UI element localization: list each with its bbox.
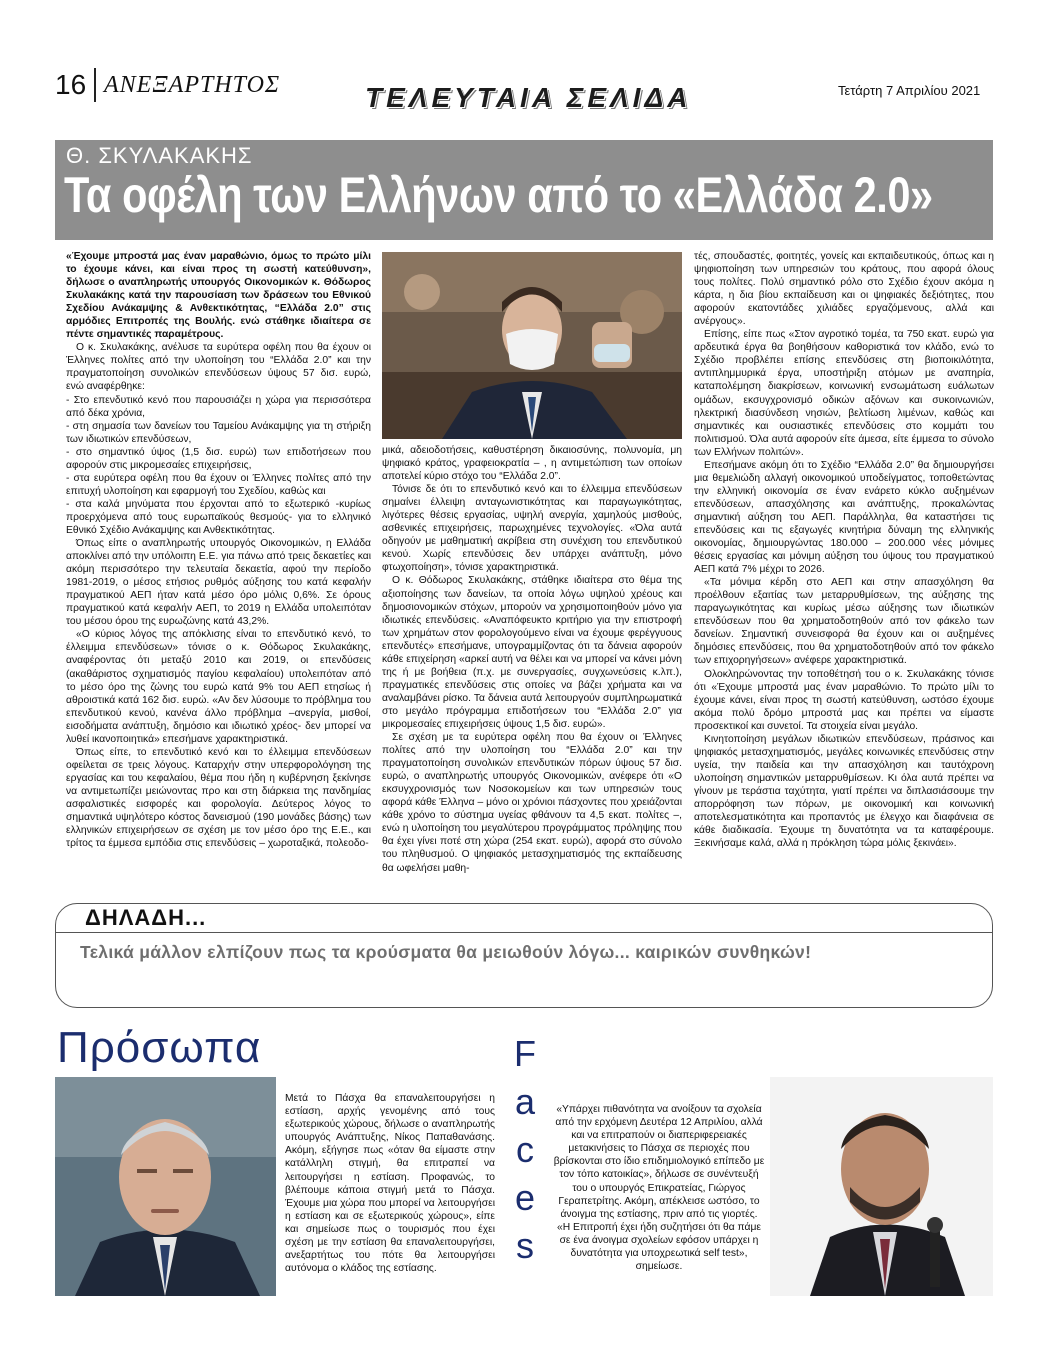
article-column-2 bbox=[382, 444, 682, 875]
bullet: - στα καλά μηνύματα που έρχονται από το εξωτερικό -κυρίως προερχόμενα από τους ευρωπαϊκούς θεσμούς- για το ελληνικό Εθνικό Σχέδιο Ανάκαμψης και Ανθεκτικότητας. bbox=[66, 498, 371, 536]
article-photo bbox=[382, 252, 682, 439]
article-lead bbox=[66, 250, 371, 341]
article-column-3 bbox=[694, 250, 994, 850]
paragraph: τές, σπουδαστές, φοιτητές, γονείς και εκπαιδευτικούς, όπως και η ψηφιοποίηση των υπηρεσιών του κράτους, που αφορά όλους τους πολίτες. Πολύ σημαντικό ρόλο στο Σχέδιο έχουν ακόμα η κάρτα, η δια βίου εκπαίδευση και οι ψηφιακές δεξιότητες, που αφορούν εκατοντάδες χιλιάδες εργαζόμενους, αλλά και ανέργους». bbox=[694, 251, 994, 328]
diladi-divider bbox=[56, 932, 992, 933]
portrait-text-left: Μετά το Πάσχα θα επαναλειτουργήσει η εστίαση, αρχής γενομένης από τους εξωτερικούς χώρους, δήλωσε ο αναπληρωτής υπουργός Ανάπτυξης, Νίκος Παπαθανάσης. Ακόμη, εξήγησε πως «όταν θα είμαστε στην κατάλληλη στιγμή, θα επιτραπεί να λειτουργήσει η εστίαση. Προφανώς, το βλέπουμε κάποια στιγμή μετά το Πάσχα. Έχουμε μια χώρα που μπορεί να λειτουργήσει η εστίαση και σε εξωτερικούς χώρους», είπε και σημείωσε πως ο τουρισμός που έχει σχέση με την εστίαση θα επαναλειτουργήσει, ανεξαρτήτως του πότε θα λειτουργήσει αυτόνομα ο κλάδος της εστίασης. bbox=[285, 1093, 495, 1275]
paragraph: μικά, αδειοδοτήσεις, καθυστέρηση δικαιοσύνης, πολυνομία, μη ψηφιακό κράτος, γραφειοκρατία – , η αντιμετώπιση των οποίων αποτελεί κύριο στόχο του “Ελλάδα 2.0”. bbox=[382, 445, 682, 483]
paragraph: Όπως είπε ο αναπληρωτής υπουργός Οικονομικών, η Ελλάδα αποκλίνει από την υπόλοιπη Ε.Ε. για πάνω από τρεις δεκαετίες και ακόμη περισσότερο την τελευταία δεκαετία, αφού την περίοδο 1981-2019, ο μέσος ετήσιος ρυθμός αύξησης του κατά κεφαλήν πραγματικού ΑΕΠ ήταν κατά μέσο όρο μόλις 0,6%. Σε όρους πραγματικού κατά κεφαλήν ΑΕΠ, το 2019 η Ελλάδα υπολειπόταν του μέσου όρου της ευρωζώνης κατά 43,2%. bbox=[66, 538, 371, 628]
faces-letter: F bbox=[514, 1033, 536, 1074]
section-title: ΤΕΛΕΥΤΑΙΑ ΣΕΛΙΔΑ bbox=[365, 82, 692, 113]
masthead-divider bbox=[94, 68, 96, 102]
paragraph: Ολοκληρώνοντας την τοποθέτησή του ο κ. Σκυλακάκης τόνισε ότι «Έχουμε μπροστά μας έναν μαραθώνιο. Το πρώτο μίλι το έχουμε κάνει, είναι προς τη σωστή κατεύθυνση, ωστόσο έχουμε ακόμα πολύ δρόμο μπροστά μας και πρέπει να είμαστε προσεκτικοί και συνετοί. Τα στοιχεία είναι μεγάλο. bbox=[694, 668, 994, 732]
bullet: - στο σημαντικό ύψος (1,5 δισ. ευρώ) των επιδοτήσεων που αφορούν στις μικρομεσαίες επιχειρήσεις, bbox=[66, 446, 371, 471]
issue-date: Τετάρτη 7 Απριλίου 2021 bbox=[838, 83, 981, 98]
faces-letter: e bbox=[514, 1177, 536, 1218]
paragraph: Όπως είπε, το επενδυτικό κενό και το έλλειμμα επενδύσεων οφείλεται σε τρεις λόγους. Καταρχήν στην υπερφορολόγηση της εργασίας και του κεφαλαίου, θέμα που ήδη η κυβέρνηση ξεκίνησε να αντιμετωπίζει μειώνοντας προ και στη διάρκεια της πανδημίας ασφαλιστικές εισφορές και φορολογία. Δεύτερος λόγος το σημαντικά υψηλότερο κόστος δανεισμού (190 μονάδες βάσης) των ελληνικών επιχειρήσεων σε σχέση με τον μέσο όρο της Ε.Ε., και τρίτος τα έμμεσα εμπόδια στις επενδύσεις – χωροταξικά, πολεοδο- bbox=[66, 746, 371, 850]
portrait-photo-right bbox=[770, 1077, 993, 1296]
faces-letter: a bbox=[514, 1081, 536, 1122]
paragraph: «Ο κύριος λόγος της απόκλισης είναι το επενδυτικό κενό, το έλλειμμα επενδύσεων» τόνισε ο κ. Θόδωρος Σκυλακάκης, αναφέροντας ότι μεταξύ 2010 και 2019, οι επενδύσεις (ακαθάριστος σχηματισμός παγίου κεφαλαίου) υπολειπόταν από το μέσο όρο της ζώνης του ευρώ κατά 9% του ΑΕΠ ετησίως ή αθροιστικά κατά 162 δισ. ευρώ. «Αν δεν λύσουμε το πρόβλημα του επενδυτικού κενού, κανένα άλλο πρόβλημα –ανεργία, μισθοί, εισοδήματα ανάπτυξη, δημόσιο και ιδιωτικό χρέος- δεν μπορεί να λυθεί ικανοποιητικά» επεσήμανε χαρακτηριστικά. bbox=[66, 629, 371, 745]
newspaper-name: ΑΝΕΞΑΡΤΗΤΟΣ bbox=[104, 72, 281, 98]
diladi-heading: ΔΗΛΑΔΗ... bbox=[85, 905, 207, 930]
diladi-text: Τελικά μάλλον ελπίζουν πως τα κρούσματα θα μειωθούν λόγω... καιρικών συνθηκών! bbox=[80, 942, 812, 962]
portrait-photo-left bbox=[55, 1077, 276, 1296]
paragraph: Ο κ. Σκυλακάκης, ανέλυσε τα ευρύτερα οφέλη που θα έχουν οι Έλληνες πολίτες από την υλοποίηση του “Ελλάδα 2.0” και την πραγματοποίηση συνολικών επενδύσεων ύψους 57 δισ. ευρώ, ενώ αναφέρθηκε: bbox=[66, 342, 371, 393]
bullet: - Στο επενδυτικό κενό που παρουσιάζει η χώρα για περισσότερα από δέκα χρόνια, bbox=[66, 394, 371, 419]
page-number: 16 bbox=[55, 69, 87, 100]
article-column-1 bbox=[66, 250, 371, 850]
paragraph: Επίσης, είπε πως «Στον αγροτικό τομέα, τα 750 εκατ. ευρώ για αρδευτικά έργα θα βοηθήσουν καθοριστικά τον κλάδο, ενώ το Σχέδιο προβλέπει επίσης επενδύσεις στη βιοποικιλότητα, αντιπλημμυρικά έργα, υποστήριξη ατόμων με αναπηρία, καταπολέμηση διακρίσεων, κοινωνική ενσωμάτωση ευάλωτων ομάδων, εκσυγχρονισμό οδικών αξόνων και συκοινωνιών, ηλεκτρική διασύνδεση νησιών, βελτίωση λιμένων, καθώς και σημαντικές και ουσιαστικές επενδύσεις στο κομμάτι του πολιτισμού. Όλα αυτά αφορούν είτε άμεσα, είτε έμμεσα το σύνολο των Ελλήνων πολιτών». bbox=[694, 329, 994, 458]
paragraph: Κινητοποίηση μεγάλων ιδιωτικών επενδύσεων, πράσινος και ψηφιακός μετασχηματισμός, μεγάλες κοινωνικές επενδύσεις στην υγεία, την παιδεία και την απασχόληση και ταυτόχρονη υλοποίηση σημαντικών μεταρρυθμίσεων. Κι όλα αυτά πρέπει να γίνουν με τεράστια ταχύτητα, γιατί πρέπει να διπλασιάσουμε την απορρόφηση των πόρων, με οικονομική και κοινωνική αποτελεσματικότητα και προπαντός με έλεγχο και διαφάνεια σε κάθε διαδικασία. Έχουμε τη δυνατότητα να τα καταφέρουμε. Ξεκινήσαμε καλά, αλλά η πρόκληση τώρα μόλις ξεκινάει». bbox=[694, 733, 994, 850]
paragraph: Ο κ. Θόδωρος Σκυλακάκης, στάθηκε ιδιαίτερα στο θέμα της αξιοποίησης των δανείων, τα οποία λόγω υψηλού χρέους και δημοσιονομικών στόχων, μπορούν να χρησιμοποιηθούν μόνο για ιδιωτικές επενδύσεις. «Αναπόφευκτο κριτήριο για την επιστροφή των χρημάτων στον φορολογούμενο είναι να έχουμε φερέγγυους επενδυτές» επεσήμανε, υπογραμμίζοντας ότι τα δάνεια αφορούν κάθε επιχείρηση «αρκεί αυτή να θέλει και να μπορεί να κάνει μόνη της ή με βοήθεια (π.χ. με συνεργασίες, συγχωνεύσεις κ.λπ.), πραγματικές επενδύσεις στις οποίες να βάζει χρήματα και να αναλαμβάνει ρίσκο. Τα δάνεια αυτά λειτουργούν συμπληρωματικά στο μεγάλο πρόγραμμα επιδοτήσεων του “Ελλάδα 2.0” για μικρομεσαίες επιχειρήσεις ύψους 1,5 δισ. ευρώ». bbox=[382, 575, 682, 730]
bullet: - στη σημασία των δανείων του Ταμείου Ανάκαμψης για τη στήριξη των ιδιωτικών επενδύσεων, bbox=[66, 420, 371, 445]
lead-text: «Έχουμε μπροστά μας έναν μαραθώνιο, όμως το πρώτο μίλι το έχουμε κάνει, και είναι προς τη σωστή κατεύθυνση», δήλωσε ο αναπληρωτής υπουργός Οικονομικών κ. Θόδωρος Σκυλακάκης κατά την παρουσίαση των δράσεων του Εθνικού Σχεδίου Ανάκαμψης & Ανθεκτικότητας, “Ελλάδα 2.0” στις αρμόδιες Επιτροπές της Βουλής. ενώ στάθηκε ιδιαίτερα σε πέντε σημαντικές παραμέτρους. bbox=[66, 251, 371, 341]
prosopa-heading: Πρόσωπα bbox=[57, 1023, 262, 1072]
paragraph: Τόνισε δε ότι το επενδυτικό κενό και το έλλειμμα επενδύσεων σημαίνει έλλειψη ανταγωνιστικότητας και παραγωγικότητας, λιγότερες θέσεις εργασίας, υψηλή ανεργία, χαμηλούς μισθούς, ασθενικές επιχειρήσεις, παρωχημένες τεχνολογίες. «Όλα αυτά οδηγούν με μαθηματική ακρίβεια στη συνέχιση του επενδυτικού κενού. Χωρίς επενδύσεις δεν υπάρχει ανάπτυξη, μόνο φτωχοποίηση», τόνισε χαρακτηριστικά. bbox=[382, 484, 682, 574]
paragraph: Επεσήμανε ακόμη ότι το Σχέδιο “Ελλάδα 2.0” θα δημιουργήσει μια θεμελιώδη αλλαγή οικονομικού υποδείγματος, τοποθετώντας την ελληνική οικονομία σε έναν ενάρετο κύκλο αυξημένων επενδύσεων, απασχόλησης και ανάπτυξης, προκαλώντας σημαντική αύξηση του ΑΕΠ. Παράλληλα, θα καταστήσει τις επενδύσεις και τις εξαγωγές κινητήρια δύναμη της ελληνικής οικονομίας, δημιουργώντας 180.000 – 200.000 νέες μόνιμες θέσεις εργασίας και μόνιμη αύξηση του ύψους του πραγματικού ΑΕΠ κατά 7% μέχρι το 2026. bbox=[694, 459, 994, 576]
article-title: Τα οφέλη των Ελλήνων από το «Ελλάδα 2.0» bbox=[64, 167, 933, 223]
faces-letter: s bbox=[516, 1225, 534, 1266]
faces-letter: c bbox=[516, 1129, 534, 1170]
faces-vertical-label bbox=[510, 1030, 540, 1270]
bullet: - στα ευρύτερα οφέλη που θα έχουν οι Έλληνες πολίτες από την επιτυχή υλοποίηση και εφαρμογή του Σχεδίου, καθώς και bbox=[66, 472, 371, 497]
article-author: Θ. ΣΚΥΛΑΚΑΚΗΣ bbox=[66, 143, 253, 168]
paragraph: «Τα μόνιμα κέρδη στο ΑΕΠ και στην απασχόληση θα προέλθουν εξαιτίας των μεταρρυθμίσεων, της αύξησης της παραγωγικότητας και κυρίως μέσω αύξησης των ιδιωτικών επενδύσεων που θα χρηματοδοτηθούν από τον φάκελο των δανείων. Σημαντική συνεισφορά θα έχουν και οι αυξημένες δημόσιες επενδύσεις, που θα χρηματοδοτηθούν από τον φάκελο των επιχορηγήσεων» ανέφερε χαρακτηριστικά. bbox=[694, 577, 994, 667]
portrait-text-right: «Υπάρχει πιθανότητα να ανοίξουν τα σχολεία από την ερχόμενη Δευτέρα 12 Απριλίου, αλλά και να επιτραπούν οι διαπεριφερειακές μετακινήσεις το Πάσχα σε περιοχές που βρίσκονται στο ίδιο επιδημιολογικό επίπεδο με τον τόπο κατοικίας», δήλωσε σε συνέντευξή του ο υπουργός Επικρατείας, Γιώργος Γεραπετρίτης. Ακόμη, απέκλεισε ωστόσο, το άνοιγμα της εστίασης, πριν από τις γιορτές. «Η Επιτροπή έχει ήδη συζητήσει ότι θα πάμε σε ένα άνοιγμα σχολείων εφόσον υπάρχει η δυνατότητα για υποχρεωτικά self test», σημείωσε. bbox=[553, 1104, 765, 1273]
paragraph: Σε σχέση με τα ευρύτερα οφέλη που θα έχουν οι Έλληνες πολίτες από την υλοποίηση του “Ελλάδα 2.0” και την πραγματοποίηση συνολικών επενδυτικών πόρων ύψους 57 δισ. ευρώ, ο αναπληρωτής υπουργός Οικονομικών, ανέφερε ότι «Ο εκσυγχρονισμός των Νοσοκομείων και των υπηρεσιών τους αφορά κάθε Έλληνα – μόνο οι χρόνιοι πάσχοντες που χρειάζονται κάθε χρόνο το σύστημα υγείας φθάνουν τα 4,5 εκατ. πολίτες –, ενώ η υλοποίηση του μεγαλύτερου προγράμματος πρόληψης που θα έχει γίνει ποτέ στη χώρα (254 εκατ. ευρώ), αφορά στο σύνολο του πληθυσμού. Ο ψηφιακός μετασχηματισμός της εκπαίδευσης θα ωφελήσει μαθη- bbox=[382, 732, 682, 874]
